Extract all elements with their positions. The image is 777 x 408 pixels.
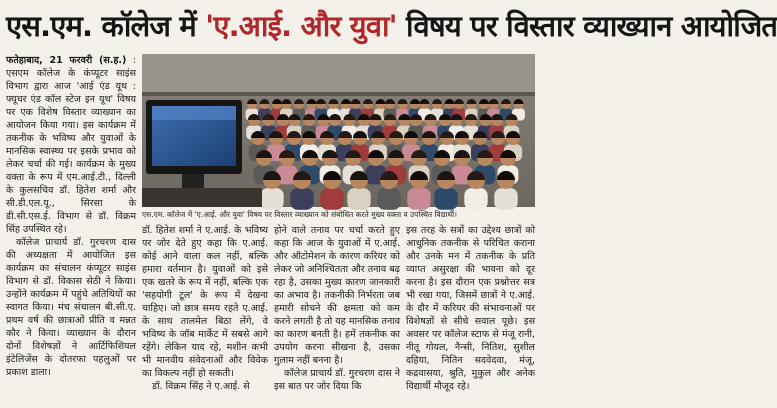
audience-member-body xyxy=(494,188,517,210)
audience-member-body xyxy=(407,188,430,210)
audience-member-body xyxy=(377,188,400,210)
article-column-1 xyxy=(6,54,136,406)
audience-member-body xyxy=(260,188,283,210)
headline-part-3: विषय पर विस्तार व्याख्यान आयोजित xyxy=(396,9,777,43)
lecture-hall-photo xyxy=(142,54,535,207)
audience-member-body xyxy=(290,188,313,210)
article-column-3 xyxy=(274,224,400,406)
photo-caption: एस.एम. कॉलेज में 'ए.आई. और युवा' विषय पर विस्तार व्याख्यान को संबोधित करते मुख्य वक्ता व उपस्थित विद्यार्थी। xyxy=(142,210,457,219)
headline-highlight: 'ए.आई. और युवा' xyxy=(205,9,397,43)
audience-member-body xyxy=(347,188,370,210)
dateline: फतेहाबाद, 21 फरवरी (स.ह.) xyxy=(6,55,127,66)
article-column-2 xyxy=(142,224,268,406)
paragraph xyxy=(6,54,136,236)
paragraph: कॉलेज प्राचार्य डॉ. गुरचरण दास ने इस बात पर जोर दिया कि xyxy=(274,368,400,392)
headline xyxy=(6,4,777,48)
paragraph: होने वाले तनाव पर चर्चा करते हुए कहा कि आज के युवाओं में ए.आई. और ऑटोमेशन के कारण करियर को लेकर जो अनिश्चितता और तनाव बढ़ रहा है, उसका मुख्य कारण जानकारी का अभाव है। तकनीकी निर्भरता जब हमारी सोचने की क्षमता को कम करने लगती है तो यह मानसिक तनाव का कारण बनती है। हमें तकनीक का उपयोग करना सीखना है, उसका गुलाम नहीं बनना है। xyxy=(274,225,400,366)
article-column-4 xyxy=(406,224,535,406)
paragraph: इस तरह के सत्रों का उद्देश्य छात्रों को आधुनिक तकनीक से परिचित कराना और उनके मन में तकनीक के प्रति व्याप्त असुरक्षा की भावना को दूर करना है। इस दौरान एक प्रश्नोत्तर सत्र भी रखा गया, जिसमें छात्रों ने ए.आई. के दौर में करियर की संभावनाओं पर विशेषज्ञों से सीधे सवाल पूछे। इस अवसर पर कॉलेज स्टाफ से मंजू रानी, नीतू गोयल, नैन्सी, नितिश, सुशील दहिया, नितिन सदवेदवा, मंजू, कद्रवासया, श्रुति, मुकुल और अनेक विद्यार्थी मौजूद रहे। xyxy=(406,225,535,392)
news-photo xyxy=(142,54,535,207)
paragraph: डॉ. विक्रम सिंह ने ए.आई. से xyxy=(152,381,250,392)
paragraph-text: : एसएम कॉलेज के कंप्यूटर साइंस विभाग द्वारा आज 'आई एंड यूथ : फ्यूचर एंड कॉल स्टेज इन यूथ' विषय पर एक विशेष विस्तार व्याख्यान का आयोजन किया गया। इस कार्यक्रम में तकनीक के भविष्य और युवाओं के मानसिक स्वास्थ्य पर इसके प्रभाव को लेकर चर्चा की गई। कार्यक्रम के मुख्य वक्ता के रूप में एम.आई.टी., दिल्ली के कुलसचिव डॉ. हितेश शर्मा और सी.डी.एल.यू., सिरसा के डी.सी.एस.ई. विभाग से डॉ. विक्रम सिंह उपस्थित रहे। xyxy=(6,55,136,235)
headline-part-1: एस.एम. कॉलेज में xyxy=(6,9,206,43)
audience-member-body xyxy=(464,188,487,210)
paragraph: कॉलेज प्राचार्य डॉ. गुरचरण दास की अध्यक्षता में आयोजित इस कार्यक्रम का संचालन कंप्यूटर साइंस विभाग से डॉ. विकास सेठी ने किया। उन्होंने कार्यक्रम में पहुंचे अतिथियों का स्वागत किया। मंच संचालन बी.सी.ए. प्रथम वर्ष की छात्राओं प्रीति व मन्नत कौर ने किया। व्याख्यान के दौरान दोनों विशेषज्ञों ने आर्टिफिशियल इंटेलिजेंस के दोतरफा पहलुओं पर प्रकाश डाला। xyxy=(6,237,136,378)
audience-member-body xyxy=(434,188,457,210)
audience-member-body xyxy=(320,188,343,210)
paragraph: डॉ. हितेश शर्मा ने ए.आई. के भविष्य पर जोर देते हुए कहा कि ए.आई. कोई आने वाला कल नहीं, बल्कि हमारा वर्तमान है। युवाओं को इसे एक खतरे के रूप में नहीं, बल्कि एक 'सहयोगी टूल' के रूप में देखना चाहिए। जो छात्र समय रहते ए.आई. के साथ तालमेल बिठा लेंगे, वे भविष्य के जॉब मार्केट में सबसे आगे रहेंगे। लेकिन याद रहे, मशीन कभी भी मानवीय संवेदनाओं और विवेक का विकल्प नहीं हो सकती। xyxy=(142,225,268,379)
